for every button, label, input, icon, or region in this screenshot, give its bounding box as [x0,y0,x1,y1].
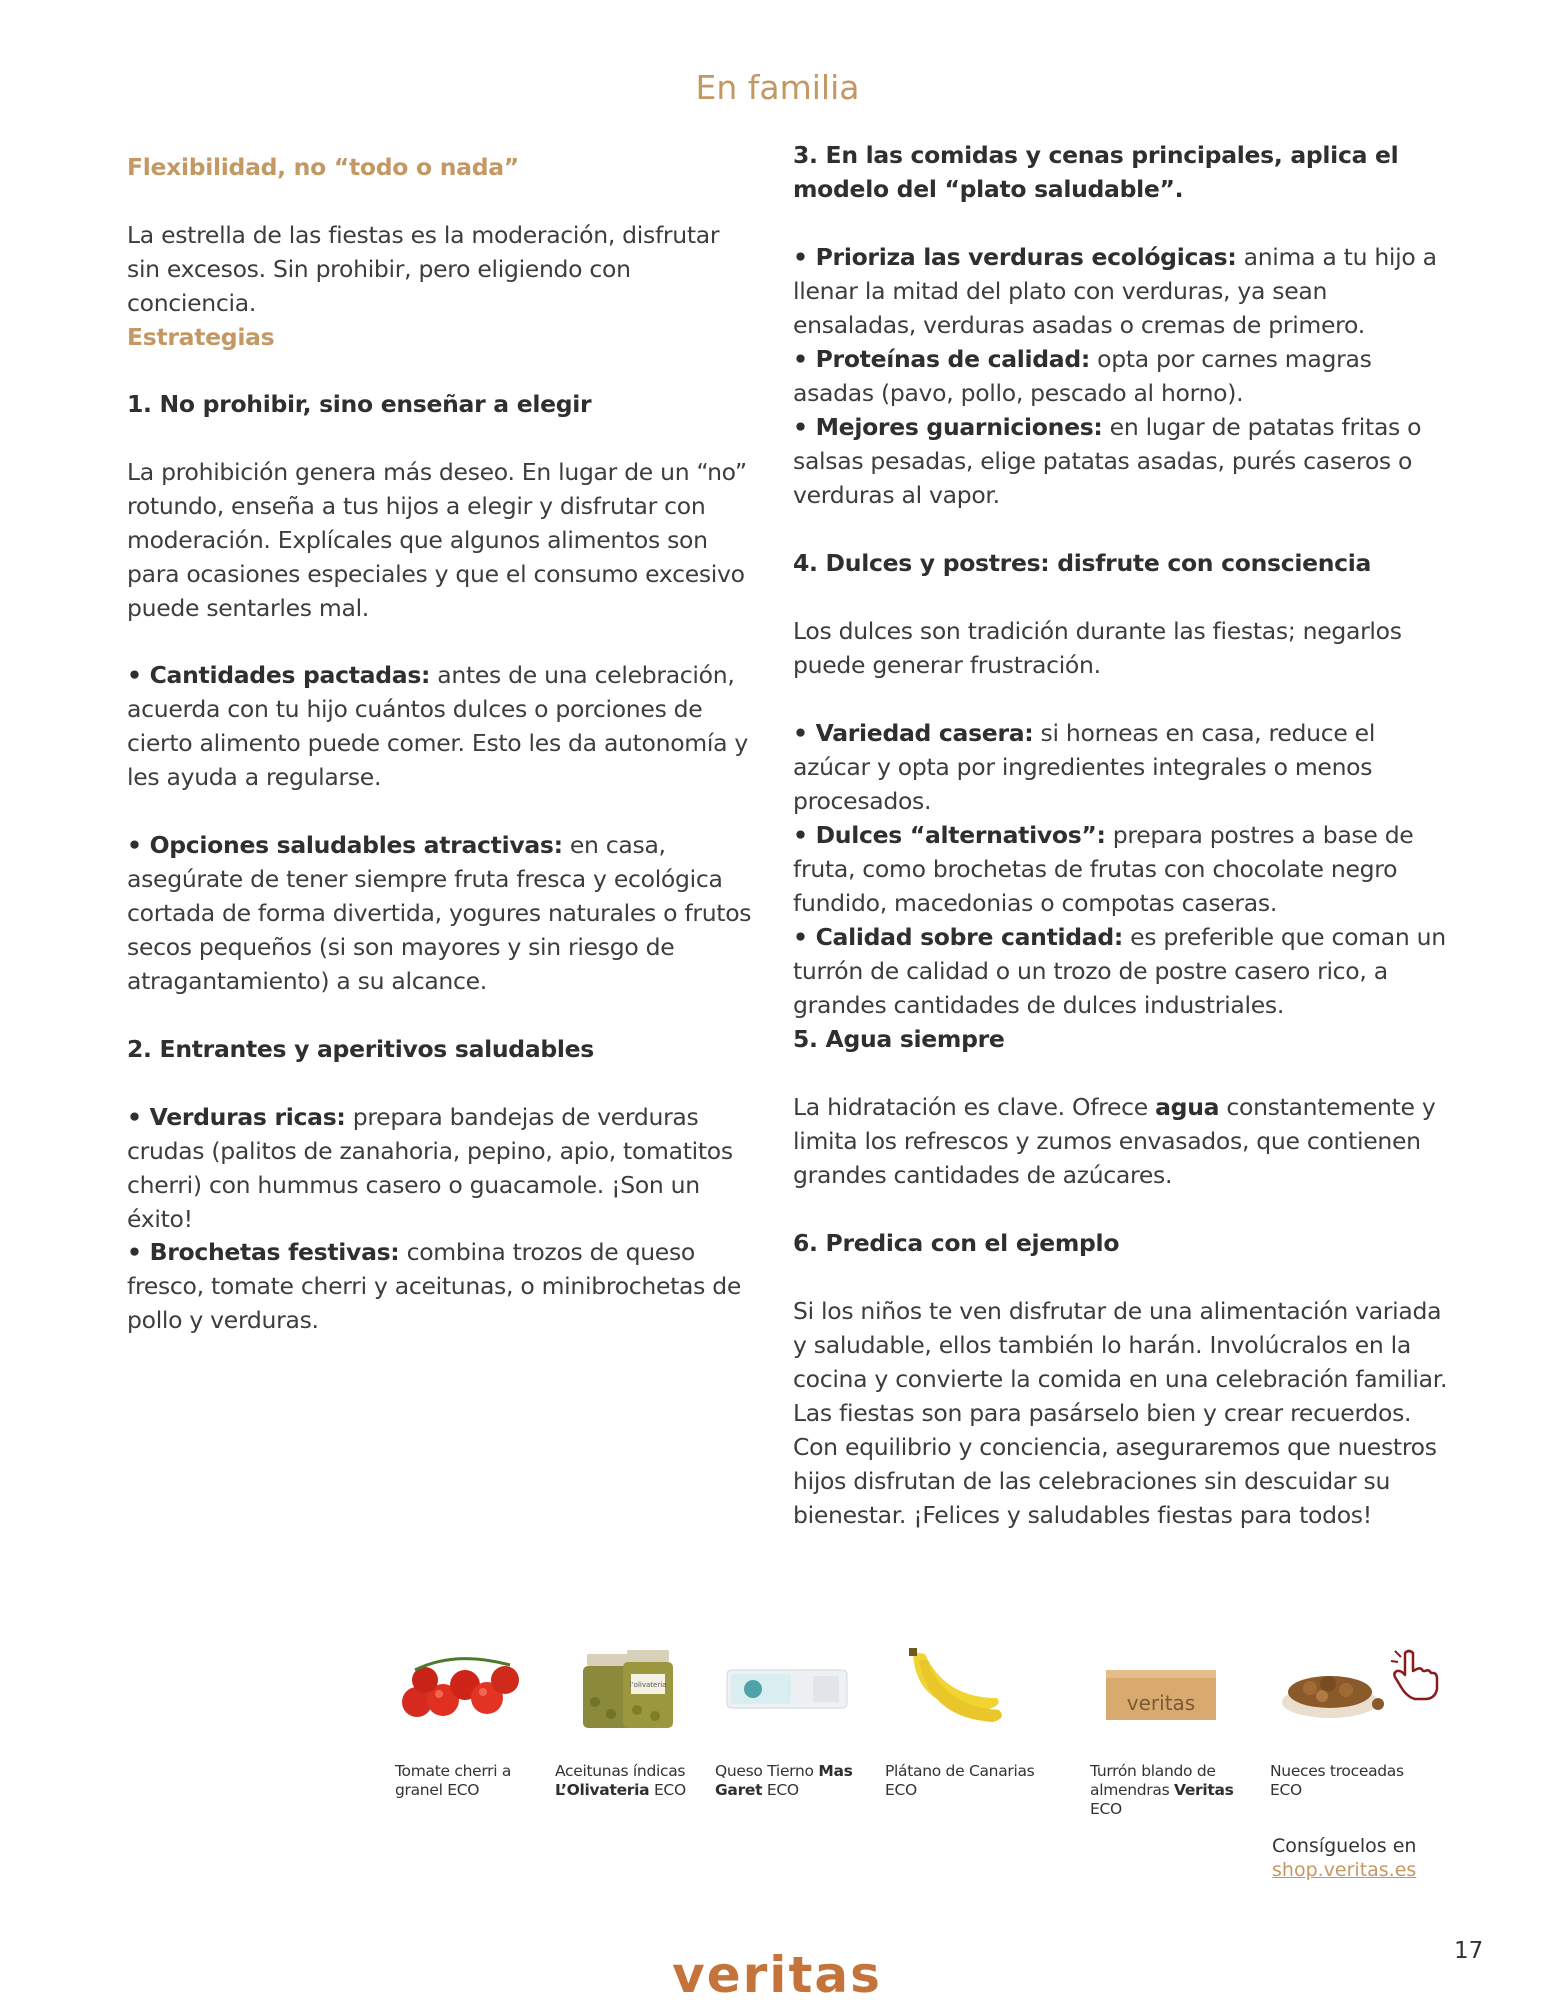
bullet-text: combina trozos de queso fresco, tomate cherri y aceitunas, o minibrochetas de pollo y verduras. [127,1238,742,1334]
bullet-opciones-saludables [127,828,757,998]
strategy-2-heading: 2. Entrantes y aperitivos saludables [127,1035,594,1063]
bullet-label: • Opciones saludables atractivas: [127,831,563,859]
strategy-1-paragraph: La prohibición genera más deseo. En lugar de un “no” rotundo, enseña a tus hijos a elegir y disfrutar con moderación. Explícales que algunos alimentos son para ocasiones especiales y que el consumo excesivo puede sentarles mal. [127,458,747,622]
page-title: En familia [695,68,860,107]
bullet-text: si horneas en casa, reduce el azúcar y opta por ingredientes integrales o menos procesados. [793,719,1376,815]
product-label: Aceitunas índicas L’Olivateria ECO [555,1762,686,1799]
bullet-proteinas [793,342,1453,410]
veritas-logo-text: veritas [672,1946,882,2000]
veritas-logo [0,1930,1555,2000]
bullet-label: • Cantidades pactadas: [127,661,431,689]
bullet-label: • Dulces “alternativos”: [793,821,1106,849]
bullet-text: en casa, asegúrate de tener siempre fruta fresca y ecológica cortada de forma divertida, yogures naturales o frutos secos pequeños (si son mayores y sin riesgo de atragantamiento) a su alcance. [127,831,752,995]
bullet-label: • Verduras ricas: [127,1103,346,1131]
tomato-image [395,1640,545,1735]
olive-jar-image [555,1640,705,1735]
paragraph-text: La hidratación es clave. Ofrece [793,1093,1156,1121]
bullet-text: prepara postres a base de fruta, como brochetas de frutas con chocolate negro fundido, macedonias o compotas caseras. [793,821,1414,917]
cta-text: Consíguelos en [1272,1835,1417,1857]
product-label: Nueces troceadas ECO [1270,1762,1404,1799]
product-label: Tomate cherri a granel ECO [395,1762,512,1799]
shop-link[interactable]: shop.veritas.es [1272,1859,1417,1881]
bullet-text: es preferible que coman un turrón de calidad o un trozo de postre casero rico, a grandes cantidades de dulces industriales. [793,923,1446,1019]
bullet-label: • Brochetas festivas: [127,1238,400,1266]
flexibility-paragraph: La estrella de las fiestas es la moderación, disfrutar sin excesos. Sin prohibir, pero eligiendo con conciencia. [127,221,720,317]
bullet-label: • Calidad sobre cantidad: [793,923,1123,951]
bullet-text: anima a tu hijo a llenar la mitad del plato con verduras, ya sean ensaladas, verduras asadas o cremas de primero. [793,243,1437,339]
strategies-heading: Estrategias [127,323,275,351]
bullets-dulces [793,716,1453,1022]
banana-image [885,1640,1035,1735]
bullet-brochetas-festivas [127,1235,757,1337]
strategy-4-heading: 4. Dulces y postres: disfrute con consciencia [793,549,1372,577]
bullet-label: • Proteínas de calidad: [793,345,1090,373]
jar-label: l’olivateria [629,1681,667,1689]
bullet-cantidades-pactadas [127,658,757,794]
strategy-6-paragraph: Si los niños te ven disfrutar de una alimentación variada y saludable, ellos también lo harán. Involúcralos en la cocina y convierte la comida en una celebración familiar. Las fiestas son para pasárselo bien y crear recuerdos. Con equilibrio y conciencia, aseguraremos que nuestros hijos disfrutan de las celebraciones sin descuidar su bienestar. ¡Felices y saludables fiestas para todos! [793,1297,1448,1529]
product-label: Plátano de Canarias ECO [885,1762,1035,1799]
bullet-label: • Mejores guarniciones: [793,413,1103,441]
bullet-text: prepara bandejas de verduras crudas (palitos de zanahoria, pepino, apio, tomatitos cherri) con hummus casero o guacamole. ¡Son un éxito! [127,1103,733,1233]
cta-block [1272,1834,1416,1882]
bullet-text: opta por carnes magras asadas (pavo, pollo, pescado al horno). [793,345,1372,407]
turron-image [1090,1640,1240,1735]
flexibility-heading: Flexibilidad, no “todo o nada” [127,153,519,181]
strategy-5-paragraph [793,1090,1453,1192]
bullet-text: en lugar de patatas fritas o salsas pesadas, elige patatas asadas, purés caseros o verduras al vapor. [793,413,1422,509]
paragraph-text: constantemente y limita los refrescos y zumos envasados, que contienen grandes cantidades de azúcares. [793,1093,1436,1189]
bullet-text: antes de una celebración, acuerda con tu hijo cuántos dulces o porciones de cierto alimento puede comer. Esto les da autonomía y les ayuda a regularse. [127,661,749,791]
strategy-3-heading: 3. En las comidas y cenas principales, aplica el modelo del “plato saludable”. [793,141,1399,203]
strategy-1-heading: 1. No prohibir, sino enseñar a elegir [127,390,592,418]
cheese-image [715,1640,865,1735]
strategy-4-paragraph: Los dulces son tradición durante las fiestas; negarlos puede generar frustración. [793,617,1402,679]
strategy-5-heading: 5. Agua siempre [793,1025,1005,1053]
turron-brand: veritas [1126,1691,1196,1715]
bullets-plato-saludable [793,240,1453,512]
bullet-label: • Prioriza las verduras ecológicas: [793,243,1237,271]
bullet-dulces-alternativos [793,818,1453,920]
bullet-verduras-ecologicas [793,240,1453,342]
bullet-variedad-casera [793,716,1453,818]
strategy-6-heading: 6. Predica con el ejemplo [793,1229,1120,1257]
product-label: Queso Tierno Mas Garet ECO [715,1762,853,1799]
bullet-label: • Variedad casera: [793,719,1034,747]
bold-water: agua [1155,1093,1220,1121]
product-label: Turrón blando de almendras Veritas ECO [1090,1762,1234,1818]
bullet-verduras-ricas [127,1100,757,1236]
bullet-calidad-cantidad [793,920,1453,1022]
bullet-guarniciones [793,410,1453,512]
product-strip [0,1640,1555,1840]
page-number: 17 [1454,1938,1484,1964]
hand-pointer-icon[interactable] [1385,1645,1445,1705]
